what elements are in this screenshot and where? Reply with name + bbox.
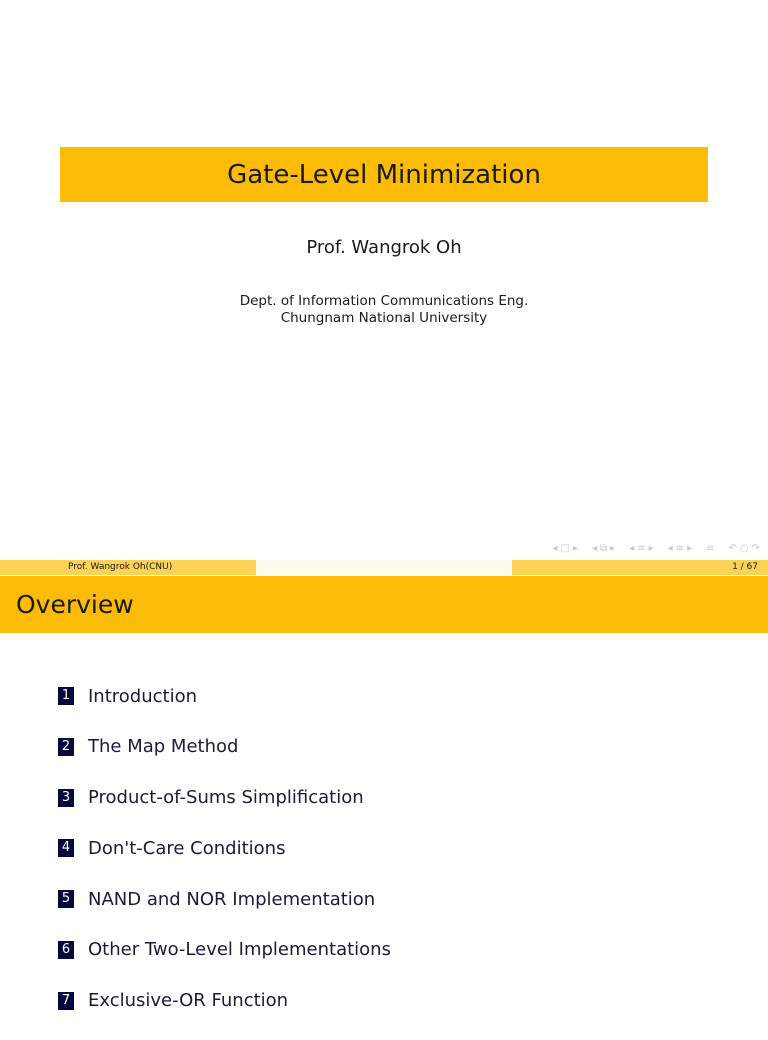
institute-line-1: Dept. of Information Communications Eng. <box>239 293 529 309</box>
toc-number-badge: 7 <box>58 992 74 1010</box>
nav-prev-frame-icon[interactable]: ◂ <box>552 542 558 554</box>
nav-subsection-icon[interactable]: ⧉ <box>600 542 608 554</box>
author-name: Prof. Wangrok Oh <box>306 237 462 258</box>
institute-line-2: Chungnam National University <box>280 310 488 326</box>
nav-document-icon[interactable]: ≡ <box>706 542 715 554</box>
nav-back-icon[interactable]: ↶ <box>728 542 737 554</box>
toc-label: Introduction <box>88 685 198 707</box>
toc-item[interactable] <box>58 836 391 860</box>
toc-item[interactable] <box>58 887 391 911</box>
nav-prev-section-icon[interactable]: ◂ <box>629 542 635 554</box>
nav-forward-icon[interactable]: ↷ <box>751 542 760 554</box>
frame-title-bar <box>0 576 768 633</box>
toc-number-badge: 3 <box>58 789 74 807</box>
toc-number-badge: 1 <box>58 687 74 705</box>
nav-section-icon[interactable]: ≡ <box>637 542 646 554</box>
nav-prev-subsection-icon[interactable]: ◂ <box>591 542 598 554</box>
nav-next-subsection-icon[interactable]: ▸ <box>610 542 616 554</box>
toc-label: NAND and NOR Implementation <box>88 888 376 910</box>
nav-frame-icon[interactable]: □ <box>560 542 570 554</box>
toc-item[interactable] <box>58 786 391 810</box>
nav-next-part-icon[interactable]: ▸ <box>687 542 693 554</box>
toc-item[interactable] <box>58 684 391 708</box>
toc-item[interactable] <box>58 989 391 1013</box>
toc-item[interactable] <box>58 938 391 962</box>
footer-page-number: 1 / 67 <box>512 560 768 575</box>
table-of-contents <box>58 684 391 1040</box>
nav-search-icon[interactable]: ○ <box>739 542 749 554</box>
toc-label: The Map Method <box>88 736 239 758</box>
toc-label: Product-of-Sums Simplification <box>88 787 364 809</box>
toc-label: Don't-Care Conditions <box>88 837 286 859</box>
presentation-title-box <box>60 147 708 202</box>
toc-number-badge: 5 <box>58 890 74 908</box>
toc-number-badge: 2 <box>58 738 74 756</box>
nav-next-section-icon[interactable]: ▸ <box>648 542 654 554</box>
toc-number-badge: 4 <box>58 839 74 857</box>
presentation-title: Gate-Level Minimization <box>227 159 541 190</box>
frame-title: Overview <box>16 590 134 619</box>
nav-prev-part-icon[interactable]: ◂ <box>667 542 673 554</box>
footer-author: Prof. Wangrok Oh(CNU) <box>0 560 256 575</box>
toc-label: Exclusive-OR Function <box>88 990 289 1012</box>
toc-number-badge: 6 <box>58 941 74 959</box>
toc-label: Other Two-Level Implementations <box>88 939 391 961</box>
nav-next-frame-icon[interactable]: ▸ <box>572 542 578 554</box>
toc-item[interactable] <box>58 735 391 759</box>
nav-part-icon[interactable]: ≡ <box>675 542 685 554</box>
beamer-navigation-bar <box>552 540 760 556</box>
